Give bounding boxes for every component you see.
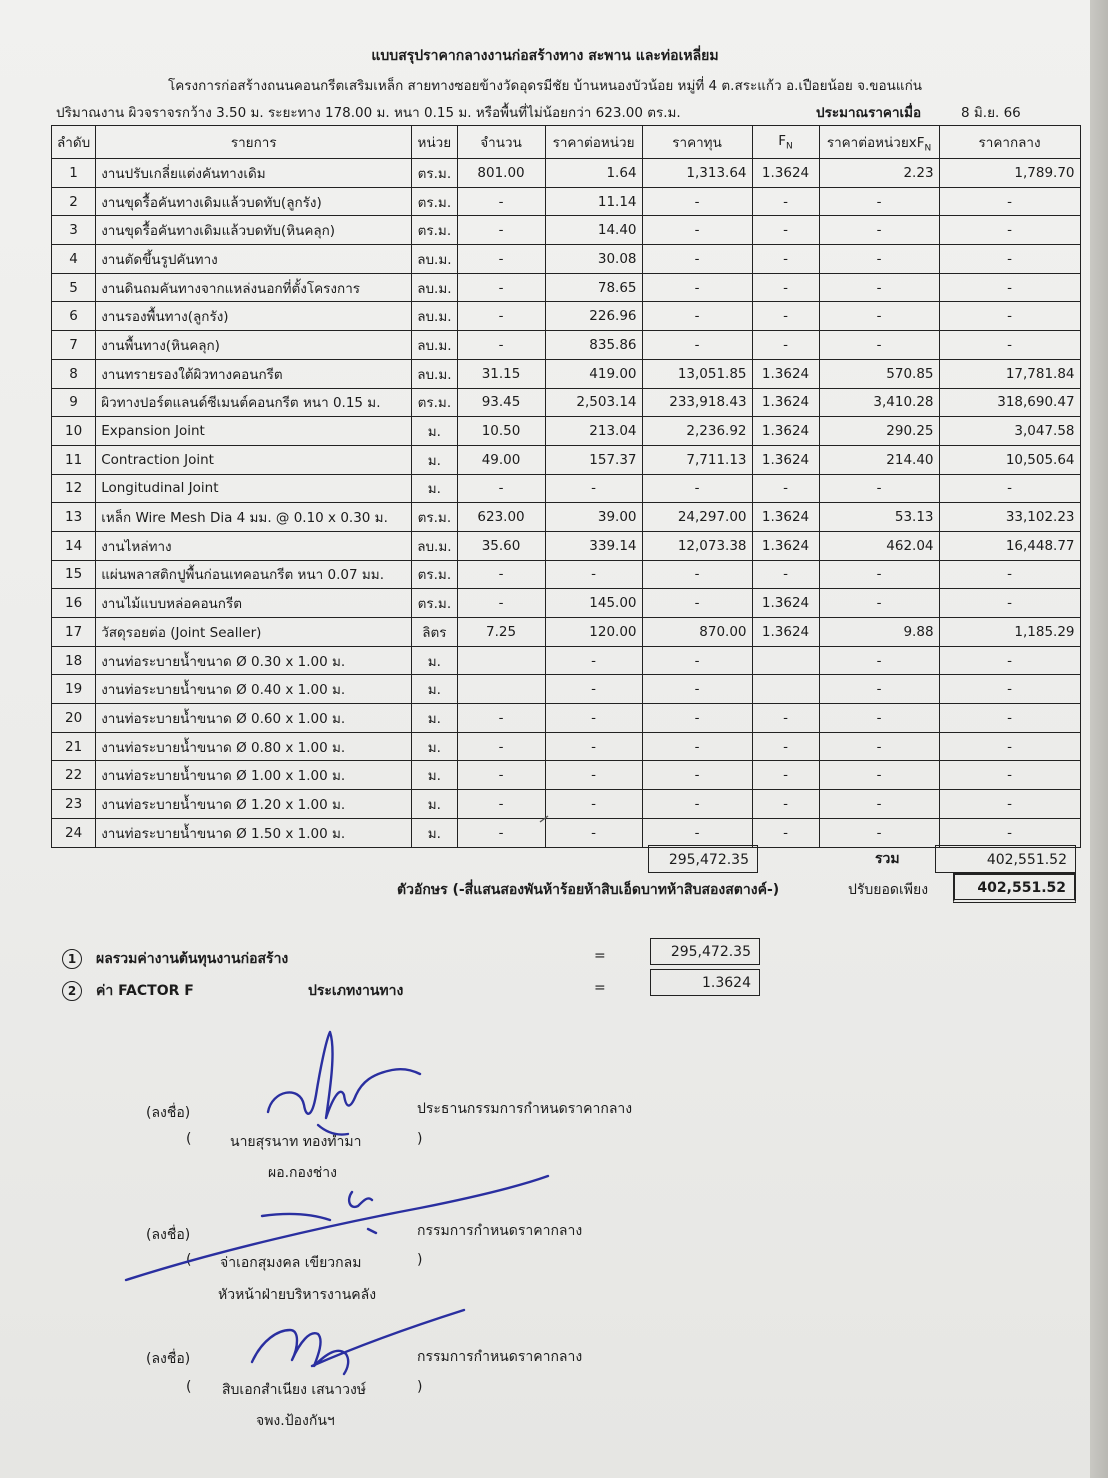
cell-unit: ตร.ม. <box>412 187 457 216</box>
cell-unit-price: 14.40 <box>545 216 642 245</box>
cell-item-description: งานปรับเกลี่ยแต่งคันทางเดิม <box>96 159 412 188</box>
cell-median-price: - <box>939 675 1080 704</box>
cell-unit-price-factor: 462.04 <box>819 531 939 560</box>
cell-factor: 1.3624 <box>752 445 819 474</box>
cell-quantity: 801.00 <box>457 159 545 188</box>
col-header-unit-price-factor: ราคาต่อหน่วย$xF_N$ <box>819 126 939 159</box>
cell-row-no: 8 <box>52 359 96 388</box>
cell-unit-price: - <box>545 761 642 790</box>
paren-close: ) <box>417 1379 423 1395</box>
cell-factor: - <box>752 331 819 360</box>
summary-factor-value: 1.3624 <box>650 969 760 996</box>
cell-quantity: - <box>457 331 545 360</box>
cell-row-no: 20 <box>52 704 96 733</box>
paren-open: ( <box>186 1379 192 1395</box>
cost-total: 295,472.35 <box>648 845 758 873</box>
signer-name: จ่าเอกสุมงคล เขียวกลม <box>220 1255 362 1271</box>
cell-unit-price-factor: - <box>819 245 939 274</box>
paren-open: ( <box>186 1131 192 1147</box>
cell-unit-price-factor: - <box>819 187 939 216</box>
summary-factor-type: ประเภทงานทาง <box>308 983 404 999</box>
cell-cost: - <box>642 331 752 360</box>
signature-1-tail <box>318 1125 348 1135</box>
cell-factor: 1.3624 <box>752 531 819 560</box>
summary-factor-label: ค่า FACTOR F <box>96 983 194 999</box>
cell-median-price: - <box>939 790 1080 819</box>
estimate-label: ประมาณราคาเมื่อ <box>816 105 922 121</box>
cell-quantity: - <box>457 560 545 589</box>
circled-number-2: 2 <box>62 981 82 1001</box>
cell-median-price: - <box>939 331 1080 360</box>
signature-2 <box>126 1176 548 1280</box>
cell-cost: - <box>642 187 752 216</box>
cell-unit-price-factor: - <box>819 589 939 618</box>
cell-row-no: 17 <box>52 618 96 647</box>
cell-row-no: 9 <box>52 388 96 417</box>
cell-unit-price-factor: - <box>819 302 939 331</box>
cell-unit: ลบ.ม. <box>412 302 457 331</box>
cell-median-price: - <box>939 761 1080 790</box>
cell-cost: 1,313.64 <box>642 159 752 188</box>
cell-quantity: - <box>457 761 545 790</box>
cell-row-no: 6 <box>52 302 96 331</box>
col-header-qty: จำนวน <box>457 126 545 159</box>
cell-unit: ม. <box>412 732 457 761</box>
cell-median-price: - <box>939 216 1080 245</box>
cell-row-no: 2 <box>52 187 96 216</box>
cell-unit: ตร.ม. <box>412 388 457 417</box>
cell-factor: - <box>752 245 819 274</box>
cell-unit-price-factor: - <box>819 675 939 704</box>
cell-unit: ตร.ม. <box>412 560 457 589</box>
cell-factor: 1.3624 <box>752 388 819 417</box>
cell-quantity: - <box>457 187 545 216</box>
paren-close: ) <box>417 1252 423 1268</box>
cell-median-price: - <box>939 187 1080 216</box>
cell-unit: ลบ.ม. <box>412 531 457 560</box>
cell-row-no: 14 <box>52 531 96 560</box>
cell-factor: - <box>752 704 819 733</box>
cell-unit-price: - <box>545 474 642 503</box>
cell-cost: - <box>642 273 752 302</box>
cell-median-price: 1,185.29 <box>939 618 1080 647</box>
cell-item-description: งานท่อระบายน้ำขนาด Ø 0.40 x 1.00 ม. <box>96 675 412 704</box>
cell-unit-price-factor: 290.25 <box>819 417 939 446</box>
cell-item-description: งานท่อระบายน้ำขนาด Ø 1.20 x 1.00 ม. <box>96 790 412 819</box>
sign-label: (ลงชื่อ) <box>146 1351 191 1367</box>
col-header-unit: หน่วย <box>412 126 457 159</box>
cell-median-price: - <box>939 589 1080 618</box>
cell-quantity: - <box>457 474 545 503</box>
cell-item-description: Contraction Joint <box>96 445 412 474</box>
cell-unit-price-factor: - <box>819 273 939 302</box>
cell-unit: ม. <box>412 675 457 704</box>
cell-cost: - <box>642 761 752 790</box>
cell-quantity: - <box>457 818 545 847</box>
scope-text: ปริมาณงาน ผิวจราจรกว้าง 3.50 ม. ระยะทาง 178.00 ม. หนา 0.15 ม. หรือพื้นที่ไม่น้อยกว่า 623.00 ตร.ม. <box>56 105 681 121</box>
cell-cost: - <box>642 646 752 675</box>
cell-unit-price-factor: - <box>819 732 939 761</box>
cell-median-price: 318,690.47 <box>939 388 1080 417</box>
col-header-unit-price: ราคาต่อหน่วย <box>545 126 642 159</box>
estimate-date: 8 มิ.ย. 66 <box>961 105 1021 121</box>
cell-median-price: 33,102.23 <box>939 503 1080 532</box>
cell-row-no: 12 <box>52 474 96 503</box>
cell-item-description: งานขุดรื้อคันทางเดิมแล้วบดทับ(หินคลุก) <box>96 216 412 245</box>
cell-median-price: - <box>939 273 1080 302</box>
cell-row-no: 4 <box>52 245 96 274</box>
cell-unit: ตร.ม. <box>412 216 457 245</box>
cell-cost: 870.00 <box>642 618 752 647</box>
signature-3 <box>252 1310 464 1374</box>
cell-quantity: 623.00 <box>457 503 545 532</box>
cell-item-description: งานขุดรื้อคันทางเดิมแล้วบดทับ(ลูกรัง) <box>96 187 412 216</box>
cell-item-description: งานไม้แบบหล่อคอนกรีต <box>96 589 412 618</box>
cell-cost: - <box>642 732 752 761</box>
cell-unit-price: - <box>545 818 642 847</box>
cell-item-description: วัสดุรอยต่อ (Joint Sealler) <box>96 618 412 647</box>
adjusted-total: 402,551.52 <box>953 873 1076 903</box>
cell-item-description: งานท่อระบายน้ำขนาด Ø 0.30 x 1.00 ม. <box>96 646 412 675</box>
cell-factor: - <box>752 187 819 216</box>
cell-quantity: - <box>457 216 545 245</box>
cell-row-no: 16 <box>52 589 96 618</box>
cell-cost: 12,073.38 <box>642 531 752 560</box>
paren-open: ( <box>186 1252 192 1268</box>
cell-factor: - <box>752 761 819 790</box>
cell-cost: - <box>642 474 752 503</box>
cell-median-price: - <box>939 704 1080 733</box>
cell-unit-price: 39.00 <box>545 503 642 532</box>
cell-factor: - <box>752 818 819 847</box>
cell-unit-price-factor: - <box>819 790 939 819</box>
cell-unit: ตร.ม. <box>412 589 457 618</box>
cell-unit: ตร.ม. <box>412 503 457 532</box>
cell-median-price: 10,505.64 <box>939 445 1080 474</box>
cell-quantity: - <box>457 732 545 761</box>
cell-unit: ม. <box>412 704 457 733</box>
total-label: รวม <box>875 851 900 867</box>
signer-name: สิบเอกสำเนียง เสนาวงษ์ <box>222 1382 367 1398</box>
signer-role: ประธานกรรมการกำหนดราคากลาง <box>417 1101 633 1117</box>
sign-label: (ลงชื่อ) <box>146 1105 191 1121</box>
cell-median-price: 3,047.58 <box>939 417 1080 446</box>
cell-unit: ม. <box>412 790 457 819</box>
cell-unit-price-factor: - <box>819 216 939 245</box>
cell-unit-price-factor: - <box>819 761 939 790</box>
cell-unit: ม. <box>412 818 457 847</box>
cell-factor: - <box>752 273 819 302</box>
cell-unit: ม. <box>412 761 457 790</box>
cell-row-no: 7 <box>52 331 96 360</box>
cell-unit-price-factor: 570.85 <box>819 359 939 388</box>
document-title: แบบสรุปราคากลางงานก่อสร้างทาง สะพาน และท่อเหลี่ยม <box>371 48 719 64</box>
cell-median-price: - <box>939 818 1080 847</box>
cell-unit-price-factor: - <box>819 474 939 503</box>
cell-unit: ลบ.ม. <box>412 331 457 360</box>
cell-quantity: 10.50 <box>457 417 545 446</box>
cell-factor: 1.3624 <box>752 417 819 446</box>
cell-quantity: 31.15 <box>457 359 545 388</box>
cell-item-description: ผิวทางปอร์ตแลนด์ซีเมนต์คอนกรีต หนา 0.15 ม. <box>96 388 412 417</box>
cell-unit: ลบ.ม. <box>412 359 457 388</box>
cell-quantity: 93.45 <box>457 388 545 417</box>
cell-item-description: Expansion Joint <box>96 417 412 446</box>
cell-cost: - <box>642 302 752 331</box>
cell-item-description: งานท่อระบายน้ำขนาด Ø 1.50 x 1.00 ม. <box>96 818 412 847</box>
cell-factor: 1.3624 <box>752 359 819 388</box>
cell-item-description: งานทรายรองใต้ผิวทางคอนกรีต <box>96 359 412 388</box>
cell-quantity: - <box>457 245 545 274</box>
cell-median-price: - <box>939 560 1080 589</box>
cell-row-no: 22 <box>52 761 96 790</box>
sign-label: (ลงชื่อ) <box>146 1227 191 1243</box>
cell-quantity: - <box>457 302 545 331</box>
cell-unit-price: - <box>545 675 642 704</box>
subscript-n: N <box>924 143 932 154</box>
cell-median-price: 17,781.84 <box>939 359 1080 388</box>
cell-cost: 233,918.43 <box>642 388 752 417</box>
cell-unit-price-factor: 2.23 <box>819 159 939 188</box>
cell-unit-price-factor: - <box>819 818 939 847</box>
cell-unit-price: - <box>545 790 642 819</box>
cell-unit-price: 157.37 <box>545 445 642 474</box>
cell-unit-price: 30.08 <box>545 245 642 274</box>
cell-item-description: เหล็ก Wire Mesh Dia 4 มม. @ 0.10 x 0.30 ม. <box>96 503 412 532</box>
cell-factor: - <box>752 732 819 761</box>
cell-row-no: 13 <box>52 503 96 532</box>
cell-row-no: 23 <box>52 790 96 819</box>
cell-factor: - <box>752 216 819 245</box>
pencil-mark <box>540 816 548 822</box>
cell-median-price: 16,448.77 <box>939 531 1080 560</box>
summary-cost-label: ผลรวมค่างานต้นทุนงานก่อสร้าง <box>96 951 289 967</box>
signer-position: หัวหน้าฝ่ายบริหารงานคลัง <box>218 1287 377 1303</box>
summary-cost-value: 295,472.35 <box>650 938 760 965</box>
cell-item-description: แผ่นพลาสติกปูพื้นก่อนเทคอนกรีต หนา 0.07 มม. <box>96 560 412 589</box>
cell-item-description: งานท่อระบายน้ำขนาด Ø 0.80 x 1.00 ม. <box>96 732 412 761</box>
cell-row-no: 15 <box>52 560 96 589</box>
cell-unit-price: 419.00 <box>545 359 642 388</box>
cell-unit-price-factor: 3,410.28 <box>819 388 939 417</box>
cell-median-price: - <box>939 245 1080 274</box>
cell-unit-price-factor: 214.40 <box>819 445 939 474</box>
signature-1 <box>268 1032 420 1118</box>
cell-unit: ตร.ม. <box>412 159 457 188</box>
cell-median-price: - <box>939 302 1080 331</box>
cell-factor: - <box>752 790 819 819</box>
cell-unit-price: 339.14 <box>545 531 642 560</box>
cell-unit-price: 213.04 <box>545 417 642 446</box>
cell-row-no: 21 <box>52 732 96 761</box>
cell-item-description: งานตัดขึ้นรูปคันทาง <box>96 245 412 274</box>
adjust-label: ปรับยอดเพียง <box>848 882 929 898</box>
cell-unit-price: 145.00 <box>545 589 642 618</box>
cell-unit-price: 226.96 <box>545 302 642 331</box>
amount-in-words: ตัวอักษร (-สี่แสนสองพันห้าร้อยห้าสิบเอ็ดบาทห้าสิบสองสตางค์-) <box>397 882 780 898</box>
cell-unit-price: - <box>545 646 642 675</box>
cell-item-description: งานดินถมคันทางจากแหล่งนอกที่ตั้งโครงการ <box>96 273 412 302</box>
cell-median-price: 1,789.70 <box>939 159 1080 188</box>
cell-unit: ม. <box>412 417 457 446</box>
cell-unit-price: 835.86 <box>545 331 642 360</box>
cell-cost: - <box>642 704 752 733</box>
cell-factor: - <box>752 474 819 503</box>
col-header-cost: ราคาทุน <box>642 126 752 159</box>
cell-row-no: 19 <box>52 675 96 704</box>
cell-factor: 1.3624 <box>752 618 819 647</box>
cell-unit: ม. <box>412 445 457 474</box>
cell-unit: ลบ.ม. <box>412 245 457 274</box>
cell-unit-price-factor: - <box>819 646 939 675</box>
cell-unit: ม. <box>412 474 457 503</box>
signature-2-mark <box>368 1229 376 1233</box>
signer-position: จพง.ป้องกันฯ <box>256 1413 335 1429</box>
cell-item-description: งานไหล่ทาง <box>96 531 412 560</box>
cell-cost: - <box>642 675 752 704</box>
cell-quantity: - <box>457 790 545 819</box>
cell-median-price: - <box>939 646 1080 675</box>
cell-item-description: งานรองพื้นทาง(ลูกรัง) <box>96 302 412 331</box>
cell-row-no: 1 <box>52 159 96 188</box>
cell-row-no: 18 <box>52 646 96 675</box>
cell-unit-price-factor: - <box>819 704 939 733</box>
cell-unit-price: 2,503.14 <box>545 388 642 417</box>
cell-unit-price: 1.64 <box>545 159 642 188</box>
cell-factor: 1.3624 <box>752 589 819 618</box>
cell-item-description: งานพื้นทาง(หินคลุก) <box>96 331 412 360</box>
paren-close: ) <box>417 1131 423 1147</box>
grand-total: 402,551.52 <box>935 845 1076 873</box>
cell-unit-price-factor: - <box>819 331 939 360</box>
signer-name: นายสุรนาท ทองทำมา <box>230 1134 362 1150</box>
cell-unit-price: - <box>545 704 642 733</box>
cell-factor: - <box>752 302 819 331</box>
cell-item-description: Longitudinal Joint <box>96 474 412 503</box>
project-description: โครงการก่อสร้างถนนคอนกรีตเสริมเหล็ก สายทางซอยข้างวัดอุดรมีชัย บ้านหนองบัวน้อย หมู่ที่ 4 ต.สระแก้ว อ.เปือยน้อย จ.ขอนแก่น <box>168 78 922 94</box>
cell-row-no: 24 <box>52 818 96 847</box>
cell-factor: - <box>752 560 819 589</box>
cell-quantity: - <box>457 704 545 733</box>
cell-cost: - <box>642 589 752 618</box>
equals-sign: = <box>594 980 606 996</box>
cell-row-no: 5 <box>52 273 96 302</box>
cell-quantity: 35.60 <box>457 531 545 560</box>
cell-quantity: - <box>457 589 545 618</box>
cell-unit-price-factor: - <box>819 560 939 589</box>
subscript-n: N <box>786 141 793 152</box>
cell-median-price: - <box>939 474 1080 503</box>
cell-cost: 13,051.85 <box>642 359 752 388</box>
cell-unit-price: 78.65 <box>545 273 642 302</box>
cell-quantity: 7.25 <box>457 618 545 647</box>
col-header-factor: $F_N$ <box>752 126 819 159</box>
signer-position: ผอ.กองช่าง <box>268 1165 337 1181</box>
cell-median-price: - <box>939 732 1080 761</box>
col-header-item: รายการ <box>96 126 412 159</box>
cell-unit-price: - <box>545 732 642 761</box>
signer-role: กรรมการกำหนดราคากลาง <box>417 1349 583 1365</box>
cell-unit: ม. <box>412 646 457 675</box>
cell-factor: 1.3624 <box>752 159 819 188</box>
cell-cost: - <box>642 790 752 819</box>
cell-factor: 1.3624 <box>752 503 819 532</box>
cell-unit: ลิตร <box>412 618 457 647</box>
cell-item-description: งานท่อระบายน้ำขนาด Ø 1.00 x 1.00 ม. <box>96 761 412 790</box>
cell-unit-price-factor: 9.88 <box>819 618 939 647</box>
cell-row-no: 3 <box>52 216 96 245</box>
cell-unit-price: 120.00 <box>545 618 642 647</box>
cell-item-description: งานท่อระบายน้ำขนาด Ø 0.60 x 1.00 ม. <box>96 704 412 733</box>
cell-cost: 2,236.92 <box>642 417 752 446</box>
cell-unit-price-factor: 53.13 <box>819 503 939 532</box>
equals-sign: = <box>594 948 606 964</box>
cell-unit-price: 11.14 <box>545 187 642 216</box>
signer-role: กรรมการกำหนดราคากลาง <box>417 1223 583 1239</box>
cell-quantity: 49.00 <box>457 445 545 474</box>
col-header-no: ลำดับ <box>52 126 96 159</box>
cell-unit-price: - <box>545 560 642 589</box>
cell-row-no: 11 <box>52 445 96 474</box>
circled-number-1: 1 <box>62 949 82 969</box>
cell-cost: 7,711.13 <box>642 445 752 474</box>
cell-cost: 24,297.00 <box>642 503 752 532</box>
cell-cost: - <box>642 216 752 245</box>
cell-cost: - <box>642 560 752 589</box>
col-header-median-price: ราคากลาง <box>939 126 1080 159</box>
cell-cost: - <box>642 245 752 274</box>
cell-cost: - <box>642 818 752 847</box>
cell-unit: ลบ.ม. <box>412 273 457 302</box>
cell-quantity: - <box>457 273 545 302</box>
cell-row-no: 10 <box>52 417 96 446</box>
